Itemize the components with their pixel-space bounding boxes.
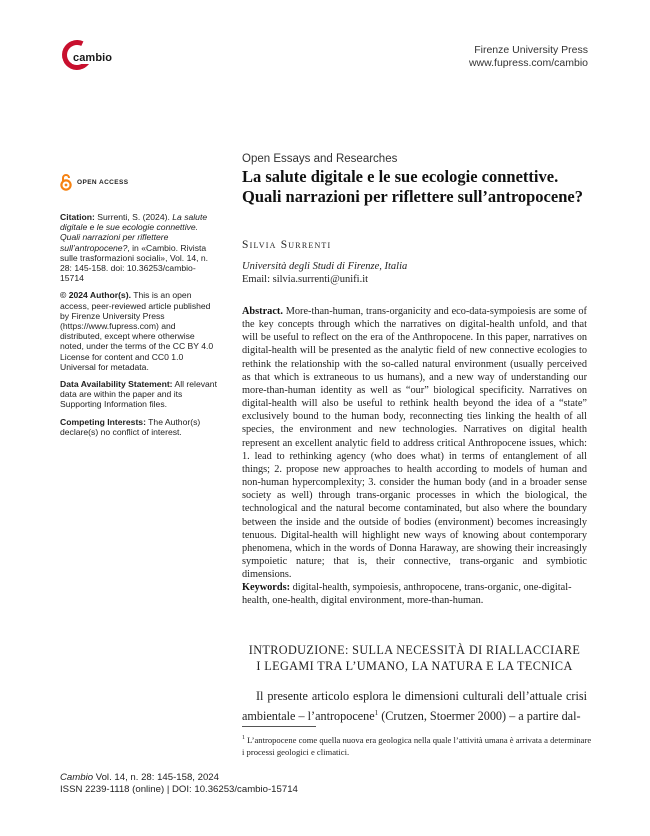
- footnote: [242, 732, 592, 758]
- article-title: [242, 167, 602, 207]
- logo-text: cambio: [73, 52, 113, 64]
- footnote-number: 1: [242, 735, 245, 741]
- abstract: [242, 305, 587, 581]
- section-heading-line1: INTRODUZIONE: SULLA NECESSITÀ DI RIALLACCIARE: [248, 643, 581, 657]
- footnote-text: L’antropocene come quella nuova era geologica nella quale l’attività umana è arrivata a determinare i processi geologici e climatici.: [242, 734, 592, 757]
- author-name: Silvia Surrenti: [242, 239, 332, 251]
- abstract-label: Abstract.: [242, 306, 283, 317]
- copyright-block: [60, 290, 218, 372]
- copyright-text: This is an open access, peer-reviewed article published by Firenze University Press (https://www.fupress.com) and distributed, except where otherwise noted, under the terms of the CC BY 4.0 License for content and CC0 1.0 Universal for metadata.: [60, 290, 214, 372]
- competing-interests-text: The Author(s) declare(s) no conflict of interest.: [60, 416, 201, 437]
- citation-title: La salute digitale e le sue ecologie connettive. Quali narrazioni per riflettere sull’antropocene?: [60, 212, 208, 253]
- footer-journal-line: [60, 772, 298, 784]
- open-access-badge: [60, 173, 128, 191]
- publisher-block: [469, 44, 588, 70]
- page-footer: [60, 772, 298, 796]
- article-sidebar: [60, 212, 218, 444]
- citation-source: , in «Cambio. Rivista sulle trasformazioni sociali», Vol. 14, n. 28: 145-158. doi: 10.36253/cambio-15714: [60, 242, 209, 284]
- intro-text-b: (Crutzen, Stoermer 2000) – a partire dal-: [378, 709, 581, 724]
- citation-authors: Surrenti, S. (2024).: [94, 212, 173, 222]
- data-availability-block: [60, 379, 218, 410]
- competing-interests-label: Competing Interests:: [60, 416, 146, 427]
- footnote-ref[interactable]: 1: [374, 709, 379, 717]
- section-label: Open Essays and Researches: [242, 153, 398, 165]
- abstract-text: More-than-human, trans-organicity and eco-data-sympoiesis are some of the key concepts through which the narratives on digital-health unfold, and that will be useful to reflect on the era of the Anthropocene. In this paper, narratives on digital-health will be presented as the analytic field of new connective ecologies to rethink the relationship with the so-called natural environment (usually perceived as that which is extraneous to us humans), and a new way of understanding our more-than-human identity as well as “our” biological specificity. Narratives on digital-health will also be useful to rethink health beyond the idea of a “state” exclusively bound to the human body, reconnecting ties linking the health of all species, the environment and new technologies. Narratives on digital health represent an excellent analytic field to address critical Anthropocene issues, which: 1. lead to rethinking agency (who does what) in terms of entanglement of all things; 2. propose new approaches to health according to models of human and non-human hypercomplexity; 3. consider the human body (and in a broader sense society as well) through trans-organic processes in which the biological, the technological and the natural become contaminated, but also where the boundary between the inside and the outside of bodies (environment) becomes increasingly tenuous. Digital-health will highlight new ways of knowing about contemporary phenomena, which in the words of Donna Haraway, are showing their increasingly sympoietic nature; that is, their connective, trans-organic and symbiotic dimensions.: [242, 306, 587, 581]
- footer-issn: ISSN 2239-1118 (online) | DOI: 10.36253/cambio-15714: [60, 784, 298, 795]
- citation-label: Citation:: [60, 212, 95, 222]
- intro-paragraph: [242, 688, 587, 725]
- keywords-label: Keywords:: [242, 582, 291, 593]
- footer-issue: Vol. 14, n. 28: 145-158, 2024: [93, 772, 219, 783]
- section-heading: [242, 642, 587, 674]
- open-access-label: OPEN ACCESS: [77, 178, 129, 186]
- author-affiliation: Università degli Studi di Firenze, Italia: [242, 261, 408, 272]
- section-heading-line2: I LEGAMI TRA L’UMANO, LA NATURA E LA TECNICA: [256, 659, 573, 673]
- open-access-lock-icon: [60, 173, 72, 191]
- publisher-name: Firenze University Press: [474, 44, 588, 56]
- intro-text-a: Il presente articolo esplora le dimensioni culturali dell’attuale crisi ambientale – l’antropocene: [242, 689, 587, 724]
- article-title-line2: Quali narrazioni per riflettere sull’antropocene?: [242, 187, 583, 206]
- data-availability-text: All relevant data are within the paper and its Supporting Information files.: [60, 379, 217, 410]
- publisher-url[interactable]: www.fupress.com/cambio: [468, 57, 588, 69]
- article-title-line1: La salute digitale e le sue ecologie connettive.: [242, 167, 559, 186]
- author-email[interactable]: Email: silvia.surrenti@unifi.it: [242, 274, 369, 285]
- footer-journal: Cambio: [60, 772, 94, 783]
- copyright-label: © 2024 Author(s).: [60, 290, 131, 301]
- journal-logo: [60, 40, 120, 80]
- competing-interests-block: [60, 417, 218, 437]
- data-availability-label: Data Availability Statement:: [60, 379, 173, 390]
- keywords-text: digital-health, sympoiesis, anthropocene, trans-organic, one-digital-health, one-health, digital environment, more-than-human.: [242, 582, 572, 607]
- citation-block: [60, 212, 218, 283]
- footnote-divider: [242, 726, 316, 727]
- keywords: [242, 581, 587, 607]
